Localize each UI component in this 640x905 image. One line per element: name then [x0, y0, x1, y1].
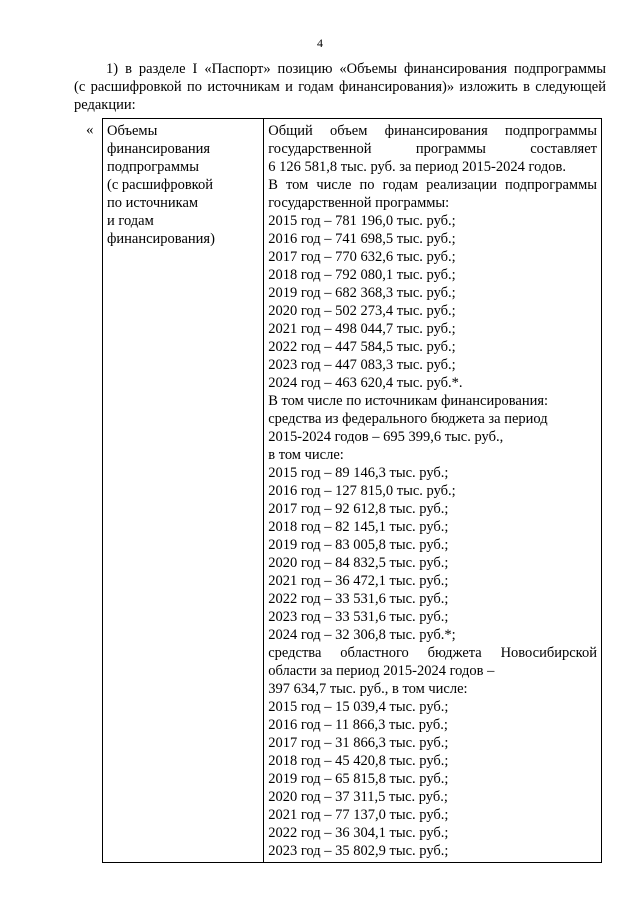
regional-item: 2020 год – 37 311,5 тыс. руб.; — [268, 789, 448, 805]
intro-line-2: (с расшифровкой по источникам и годам финансирования)» изложить в следующей — [74, 79, 606, 95]
regional-item: 2017 год – 31 866,3 тыс. руб.; — [268, 735, 449, 751]
federal-item: 2021 год – 36 472,1 тыс. руб.; — [268, 573, 449, 589]
by-year-item: 2016 год – 741 698,5 тыс. руб.; — [268, 231, 456, 247]
regional-heading: области за период 2015-2024 годов – — [268, 663, 495, 679]
by-year-item: 2020 год – 502 273,4 тыс. руб.; — [268, 303, 456, 319]
by-source-heading: В том числе по источникам финансирования: — [268, 393, 549, 409]
label-line: Объемы — [107, 123, 158, 139]
federal-item: 2022 год – 33 531,6 тыс. руб.; — [268, 591, 449, 607]
total-line: государственной программы составляет — [268, 141, 597, 157]
by-year-item: 2024 год – 463 620,4 тыс. руб.*. — [268, 375, 463, 391]
federal-item: 2019 год – 83 005,8 тыс. руб.; — [268, 537, 449, 553]
financing-table — [102, 118, 602, 863]
federal-item: 2018 год – 82 145,1 тыс. руб.; — [268, 519, 449, 535]
label-line: (с расшифровкой — [107, 177, 213, 193]
federal-item: 2016 год – 127 815,0 тыс. руб.; — [268, 483, 456, 499]
regional-item: 2023 год – 35 802,9 тыс. руб.; — [268, 843, 449, 859]
by-year-item: 2017 год – 770 632,6 тыс. руб.; — [268, 249, 456, 265]
total-line: Общий объем финансирования подпрограммы — [268, 123, 597, 139]
page-number: 4 — [317, 36, 323, 50]
by-year-item: 2022 год – 447 584,5 тыс. руб.; — [268, 339, 456, 355]
by-year-item: 2015 год – 781 196,0 тыс. руб.; — [268, 213, 456, 229]
intro-line-3: редакции: — [74, 97, 136, 113]
label-cell — [103, 119, 264, 863]
by-year-item: 2018 год – 792 080,1 тыс. руб.; — [268, 267, 456, 283]
by-year-item: 2023 год – 447 083,3 тыс. руб.; — [268, 357, 456, 373]
regional-item: 2016 год – 11 866,3 тыс. руб.; — [268, 717, 448, 733]
federal-heading: в том числе: — [268, 447, 344, 463]
federal-item: 2015 год – 89 146,3 тыс. руб.; — [268, 465, 449, 481]
financing-table-row — [103, 119, 602, 863]
federal-item: 2023 год – 33 531,6 тыс. руб.; — [268, 609, 449, 625]
label-line: финансирования) — [107, 231, 215, 247]
regional-item: 2019 год – 65 815,8 тыс. руб.; — [268, 771, 449, 787]
by-year-item: 2021 год – 498 044,7 тыс. руб.; — [268, 321, 456, 337]
label-line: финансирования — [107, 141, 211, 157]
intro-paragraph — [74, 60, 606, 114]
federal-item: 2017 год – 92 612,8 тыс. руб.; — [268, 501, 449, 517]
by-year-heading: В том числе по годам реализации подпрограммы — [268, 177, 597, 193]
label-line: подпрограммы — [107, 159, 199, 175]
label-line: и годам — [107, 213, 154, 229]
federal-item: 2024 год – 32 306,8 тыс. руб.*; — [268, 627, 456, 643]
total-line: 6 126 581,8 тыс. руб. за период 2015-2024 годов. — [268, 159, 567, 175]
regional-item: 2018 год – 45 420,8 тыс. руб.; — [268, 753, 449, 769]
regional-item: 2021 год – 77 137,0 тыс. руб.; — [268, 807, 449, 823]
intro-line-1: 1) в разделе I «Паспорт» позицию «Объемы финансирования подпрограммы — [106, 61, 606, 77]
federal-item: 2020 год – 84 832,5 тыс. руб.; — [268, 555, 449, 571]
federal-heading: средства из федерального бюджета за период — [268, 411, 548, 427]
opening-quote-mark: « — [86, 122, 94, 138]
regional-heading: средства областного бюджета Новосибирской — [268, 645, 597, 661]
regional-item: 2015 год – 15 039,4 тыс. руб.; — [268, 699, 449, 715]
label-line: по источникам — [107, 195, 199, 211]
regional-heading: 397 634,7 тыс. руб., в том числе: — [268, 681, 468, 697]
content-cell — [264, 119, 602, 863]
federal-heading: 2015-2024 годов – 695 399,6 тыс. руб., — [268, 429, 504, 445]
by-year-item: 2019 год – 682 368,3 тыс. руб.; — [268, 285, 456, 301]
by-year-heading: государственной программы: — [268, 195, 450, 211]
regional-item: 2022 год – 36 304,1 тыс. руб.; — [268, 825, 449, 841]
